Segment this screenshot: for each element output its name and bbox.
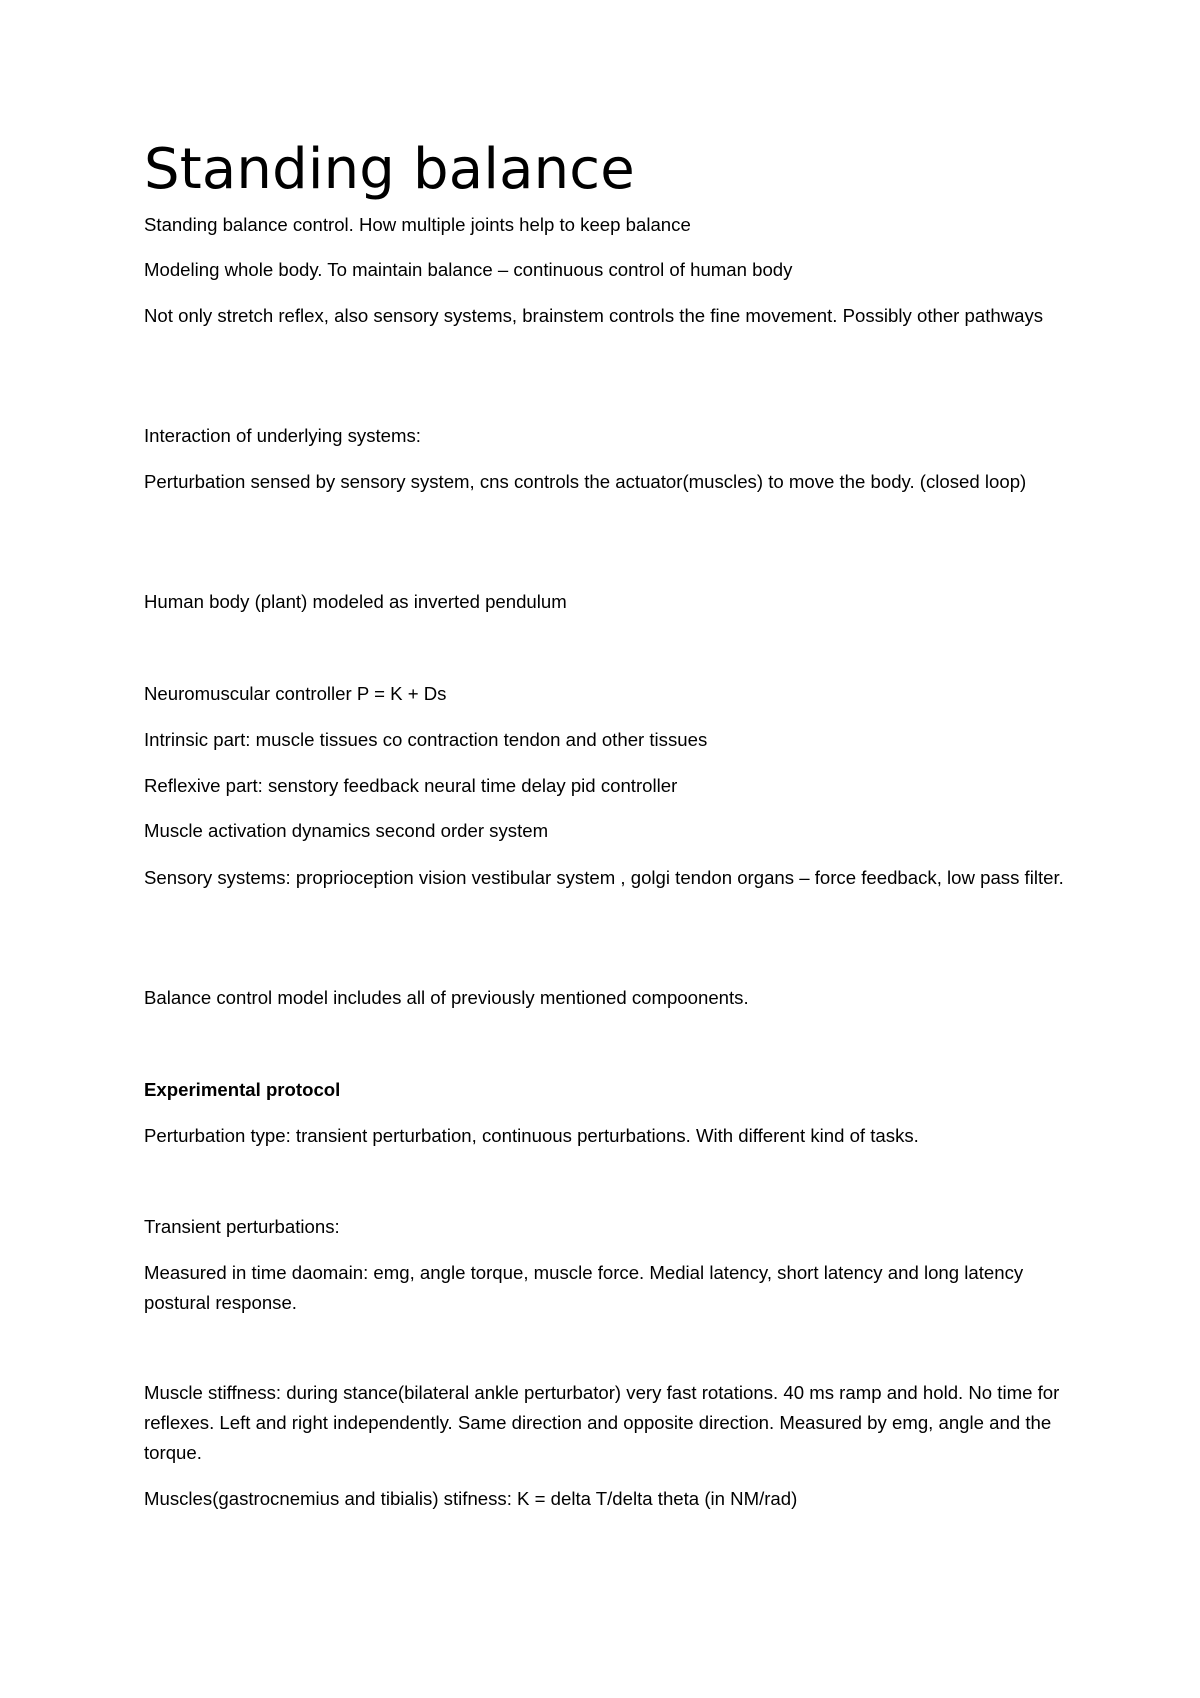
paragraph-modeling-whole-body: Modeling whole body. To maintain balance – continuous control of human body (144, 259, 793, 280)
paragraph-transient-perturbations: Transient perturbations: (144, 1216, 340, 1237)
paragraph-muscle-stiffness: Muscle stiffness: during stance(bilateral ankle perturbator) very fast rotations. 40 ms ramp and hold. No time for reflexes. Left and right independently. Same direction and opposite direction. Measured by emg, angle and the torque. (144, 1382, 1060, 1463)
paragraph-time-domain: Measured in time daomain: emg, angle torque, muscle force. Medial latency, short latency and long latency postural response. (144, 1262, 1024, 1313)
paragraph-reflexive-part: Reflexive part: senstory feedback neural time delay pid controller (144, 775, 678, 796)
page-title: Standing balance (144, 137, 635, 202)
paragraph-sensory-systems: Sensory systems: proprioception vision vestibular system , golgi tendon organs – force feedback, low pass filter. (144, 867, 1064, 888)
paragraph-balance-control-model: Balance control model includes all of previously mentioned compoonents. (144, 987, 749, 1008)
paragraph-interaction-heading: Interaction of underlying systems: (144, 425, 421, 446)
paragraph-stretch-reflex: Not only stretch reflex, also sensory systems, brainstem controls the fine movement. Possibly other pathways (144, 305, 1044, 326)
paragraph-intrinsic-part: Intrinsic part: muscle tissues co contraction tendon and other tissues (144, 729, 708, 750)
paragraph-perturbation-type: Perturbation type: transient perturbation, continuous perturbations. With different kind of tasks. (144, 1125, 919, 1146)
paragraph-stiffness-formula: Muscles(gastrocnemius and tibialis) stifness: K = delta T/delta theta (in NM/rad) (144, 1488, 798, 1509)
paragraph-neuromuscular-controller: Neuromuscular controller P = K + Ds (144, 683, 447, 704)
paragraph-balance-control: Standing balance control. How multiple joints help to keep balance (144, 214, 691, 235)
section-heading-experimental-protocol: Experimental protocol (144, 1079, 341, 1100)
paragraph-perturbation-sensed: Perturbation sensed by sensory system, cns controls the actuator(muscles) to move the body. (closed loop) (144, 471, 1027, 492)
paragraph-muscle-activation: Muscle activation dynamics second order system (144, 820, 549, 841)
paragraph-inverted-pendulum: Human body (plant) modeled as inverted pendulum (144, 591, 567, 612)
